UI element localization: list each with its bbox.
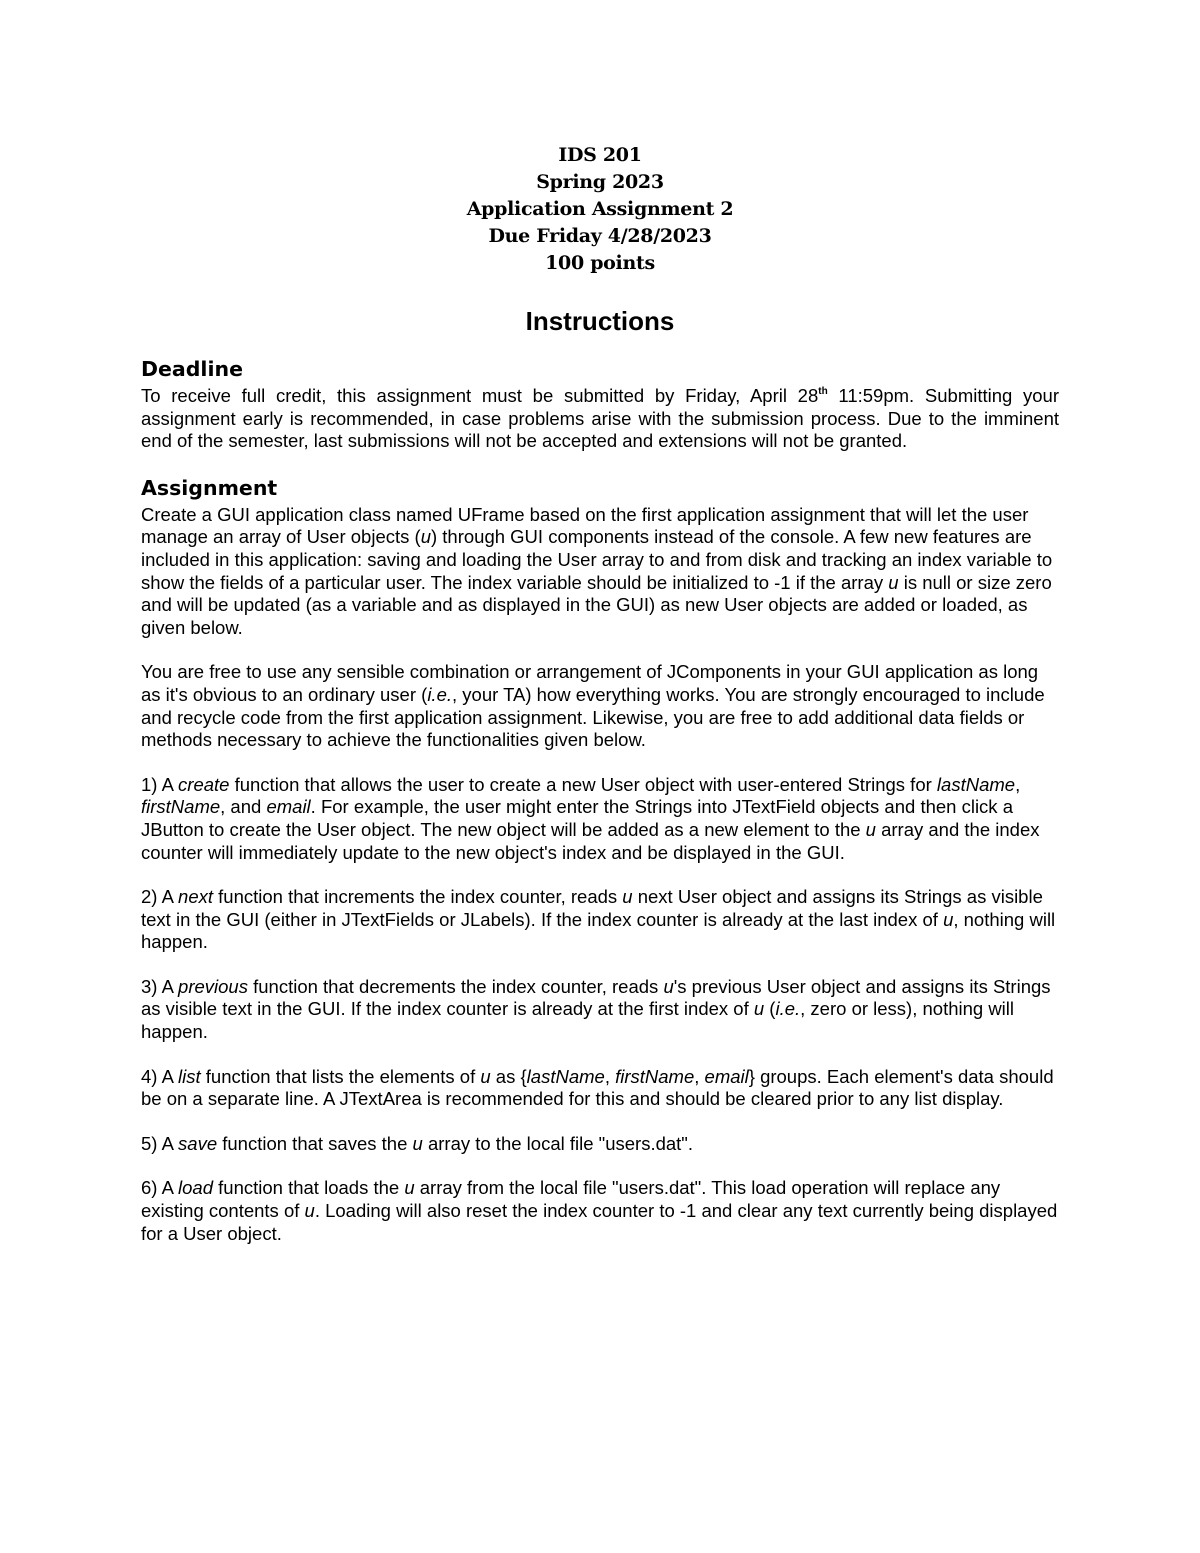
list-item-previous: 3) A previous function that decrements the index counter, reads u's previous User object and assigns its Strings as visible text in the GUI. If the index counter is already at the first index of u (i.e., zero or less), nothing will happen. xyxy=(141,975,1051,1043)
document-page xyxy=(141,142,1059,1245)
ordinal-suffix: th xyxy=(818,386,828,397)
list-item-save: 5) A save function that saves the u array to the local file "users.dat". xyxy=(141,1132,694,1154)
assignment-paragraph-1: Create a GUI application class named UFrame based on the first application assignment that will let the user manage an array of User objects (u) through GUI components instead of the console. A few new features are included in this application: saving and loading the User array to and from disk and tracking an index variable to show the fields of a particular user. The index variable should be initialized to -1 if the array u is null or size zero and will be updated (as a variable and as displayed in the GUI) as new User objects are added or loaded, as given below. xyxy=(141,503,1053,638)
deadline-heading: Deadline xyxy=(141,357,243,381)
assignment-name: Application Assignment 2 xyxy=(466,198,734,220)
deadline-paragraph: To receive full credit, this assignment must be submitted by Friday, April 28th 11:59pm. Submitting your assignment early is recommended, in case problems arise with the submission process. Due to the imminent end of the semester, last submissions will not be accepted and extensions will not be granted. xyxy=(141,385,1060,452)
page-title: Instructions xyxy=(525,306,675,336)
list-item-create: 1) A create function that allows the user to create a new User object with user-entered Strings for lastName, firstName, and email. For example, the user might enter the Strings into JTextField objects and then click a JButton to create the User object. The new object will be added as a new element to the u array and the index counter will immediately update to the new object's index and be displayed in the GUI. xyxy=(141,773,1040,863)
assignment-paragraph-2: You are free to use any sensible combination or arrangement of JComponents in your GUI application as long as it's obvious to an ordinary user (i.e., your TA) how everything works. You are strongly encouraged to include and recycle code from the first application assignment. Likewise, you are free to add additional data fields or methods necessary to achieve the functionalities given below. xyxy=(141,661,1045,751)
list-item-list: 4) A list function that lists the elements of u as {lastName, firstName, email} groups. Each element's data should be on a separate line. A JTextArea is recommended for this and should be cleared prior to any list display. xyxy=(141,1065,1054,1110)
list-item-load: 6) A load function that loads the u array from the local file "users.dat". This load operation will replace any existing contents of u. Loading will also reset the index counter to -1 and clear any text currently being displayed for a User object. xyxy=(141,1177,1058,1244)
list-item-next: 2) A next function that increments the index counter, reads u next User object and assigns its Strings as visible text in the GUI (either in JTextFields or JLabels). If the index counter is already at the last index of u, nothing will happen. xyxy=(141,886,1056,953)
assignment-heading: Assignment xyxy=(141,475,278,500)
term: Spring 2023 xyxy=(536,171,664,193)
points: 100 points xyxy=(545,252,655,274)
due-date: Due Friday 4/28/2023 xyxy=(488,225,712,247)
course-code: IDS 201 xyxy=(558,144,642,166)
document-header xyxy=(141,142,1059,277)
